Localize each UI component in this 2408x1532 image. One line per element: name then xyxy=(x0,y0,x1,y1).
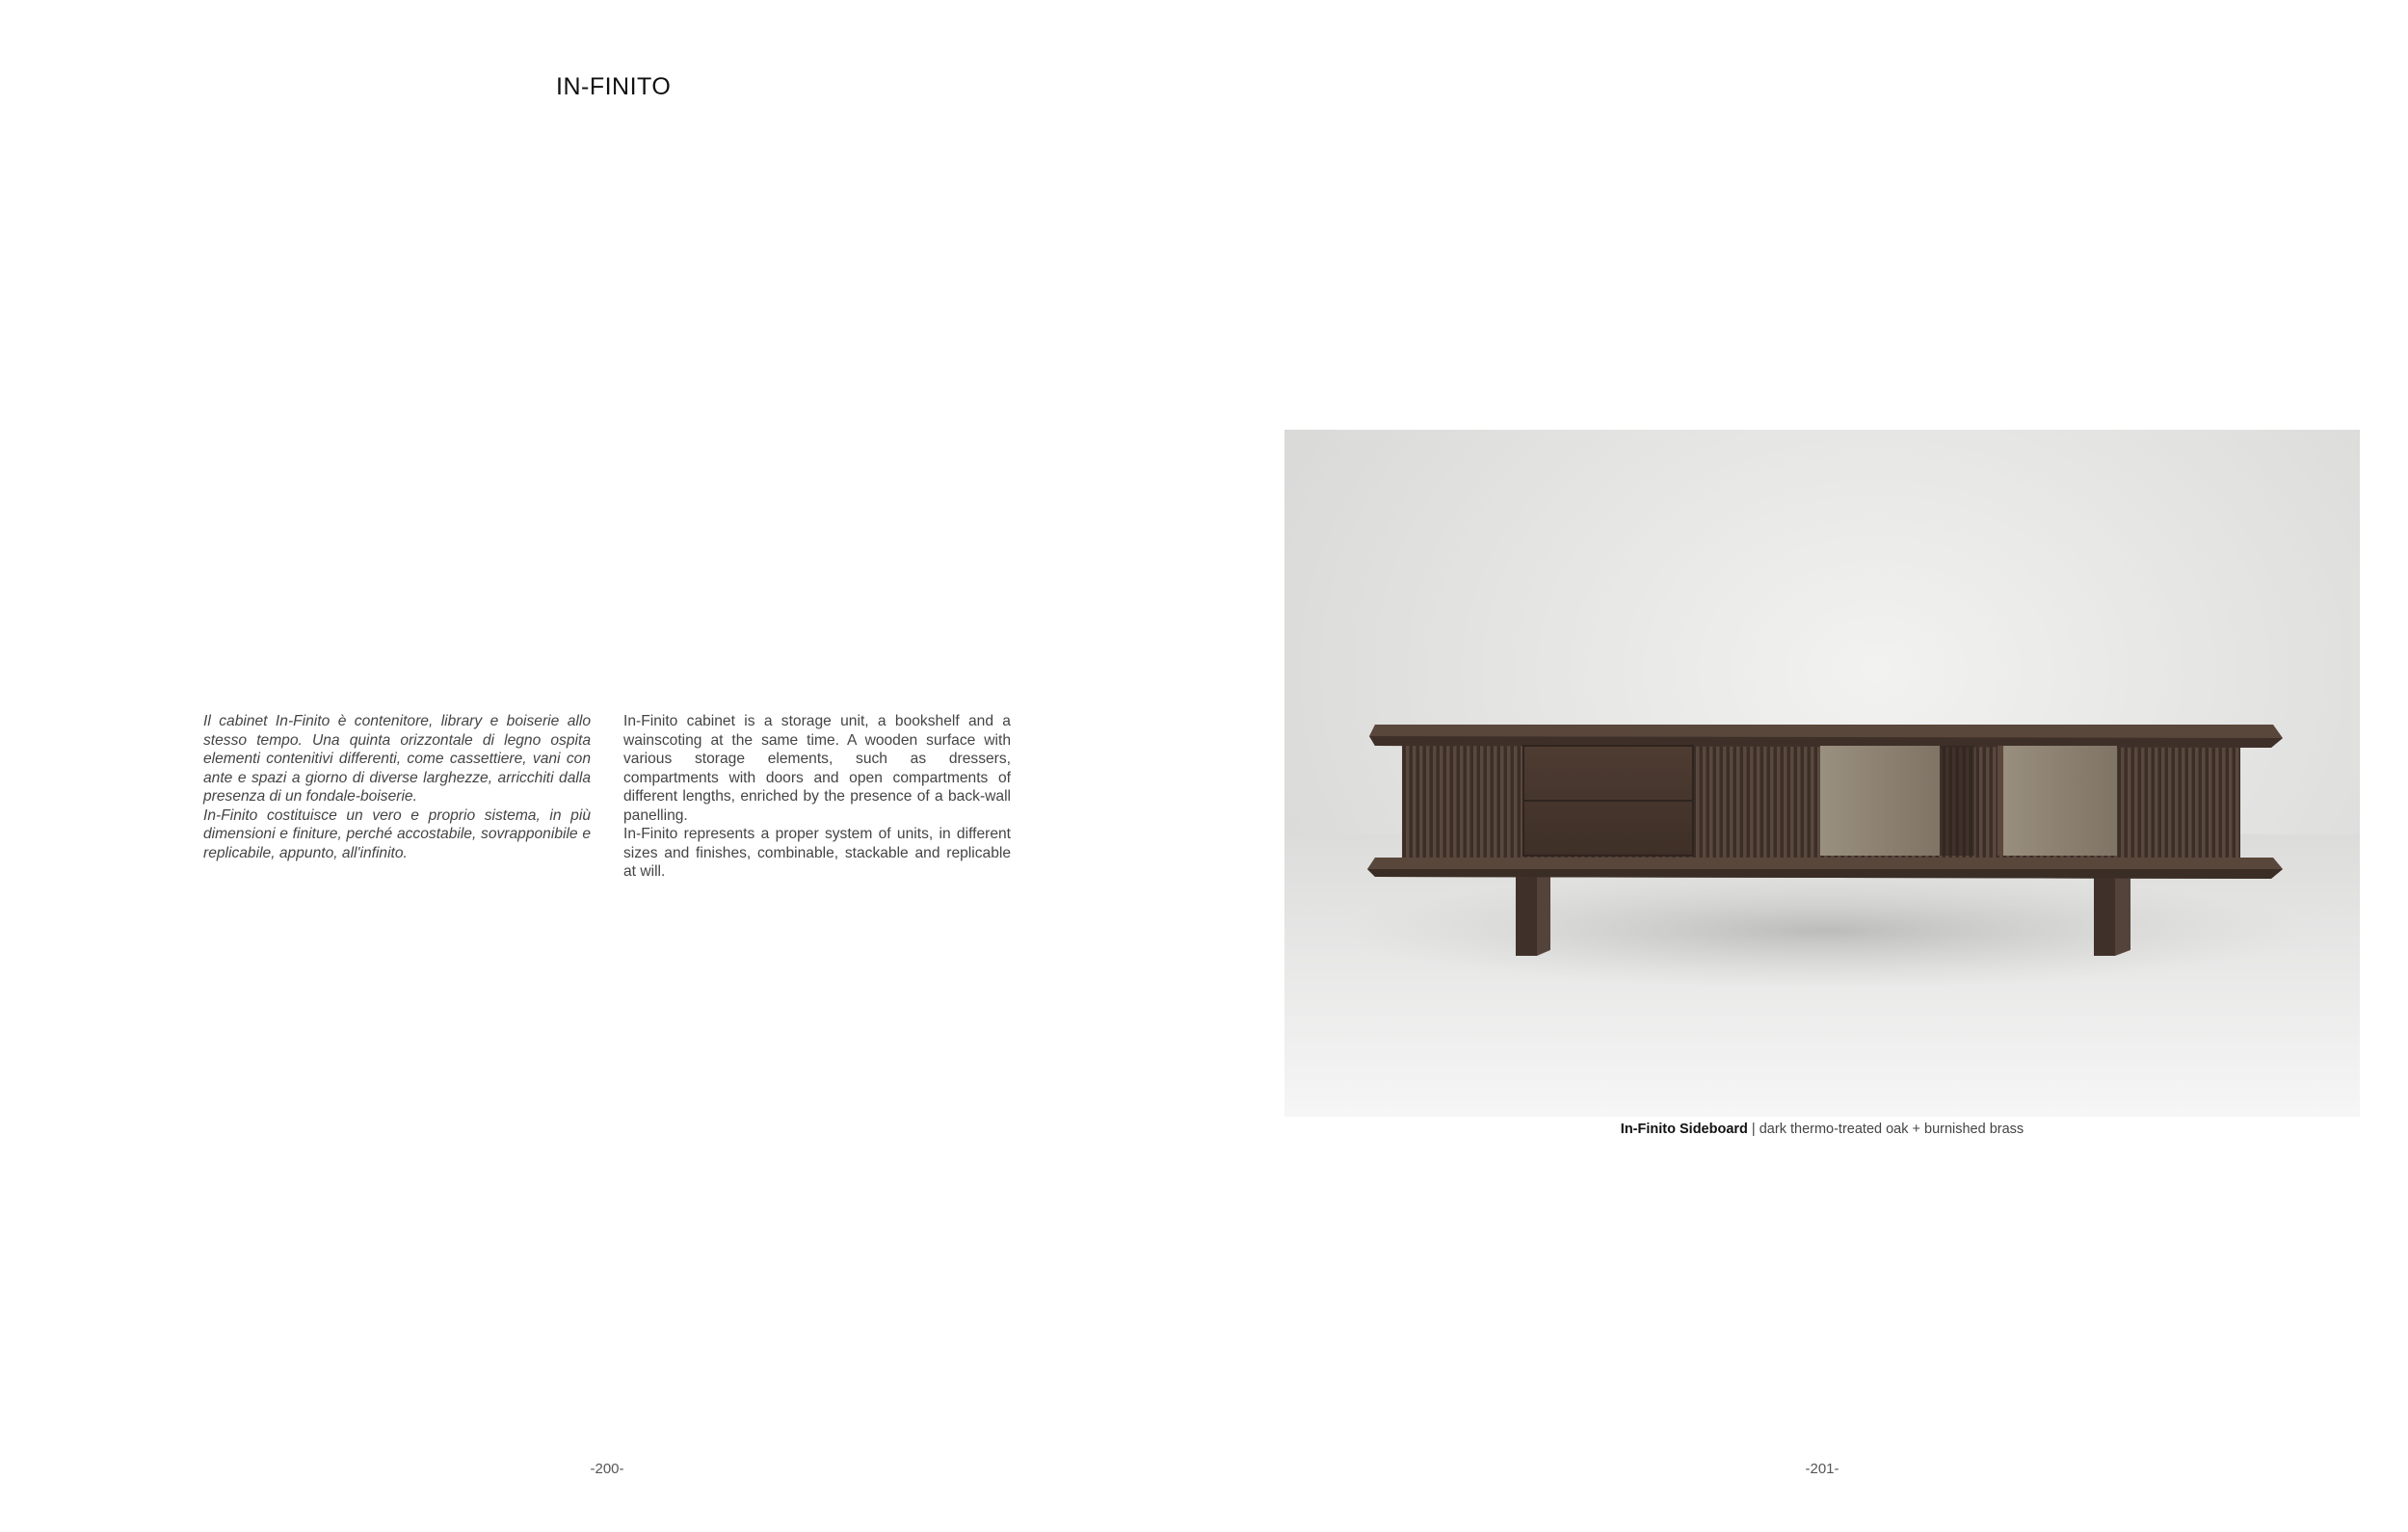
italian-paragraph-2: In-Finito costituisce un vero e proprio sistema, in più dimensioni e finiture, perché accostabile, sovrapponibile e replicabile, appunto, all'infinito. xyxy=(203,806,591,861)
caption-product-name: In-Finito Sideboard xyxy=(1620,1122,1748,1137)
italian-text-column xyxy=(203,712,591,862)
brass-door-right xyxy=(1998,746,2117,856)
caption-separator: | xyxy=(1747,1122,1760,1137)
photo-caption xyxy=(1284,1122,2360,1137)
english-paragraph-1: In-Finito cabinet is a storage unit, a bookshelf and a wainscoting at the same time. A wooden surface with various storage elements, such as dressers, compartments with doors and open compartments of different lengths, enriched by the presence of a back-wall panelling. xyxy=(623,713,1011,824)
italian-paragraph-1: Il cabinet In-Finito è contenitore, library e boiserie allo stesso tempo. Una quinta orizzontale di legno ospita elementi contenitivi differenti, come cassettiere, vani con ante e spazi a giorno di diverse larghezze, arricchiti dalla presenza di un fondale-boiserie. xyxy=(203,713,591,805)
left-leg-side xyxy=(1537,869,1550,956)
left-leg xyxy=(1516,873,1537,956)
page-number-left: -200- xyxy=(590,1461,624,1477)
door-frame xyxy=(1998,746,2003,856)
page-title: IN-FINITO xyxy=(556,73,672,100)
sideboard-illustration xyxy=(1284,430,2360,1117)
caption-finish: dark thermo-treated oak + burnished brass xyxy=(1759,1122,2024,1137)
right-leg xyxy=(2094,873,2115,956)
floor-shadow xyxy=(1342,873,2306,989)
english-text-column xyxy=(623,712,1011,882)
english-paragraph-2: In-Finito represents a proper system of units, in different sizes and finishes, combinable, stackable and replicable at will. xyxy=(623,826,1011,880)
brass-door-left xyxy=(1820,746,1940,856)
right-leg-side xyxy=(2115,869,2130,956)
product-photo xyxy=(1284,430,2360,1117)
page-number-right: -201- xyxy=(1805,1461,1839,1477)
open-compartment xyxy=(1940,746,1974,856)
